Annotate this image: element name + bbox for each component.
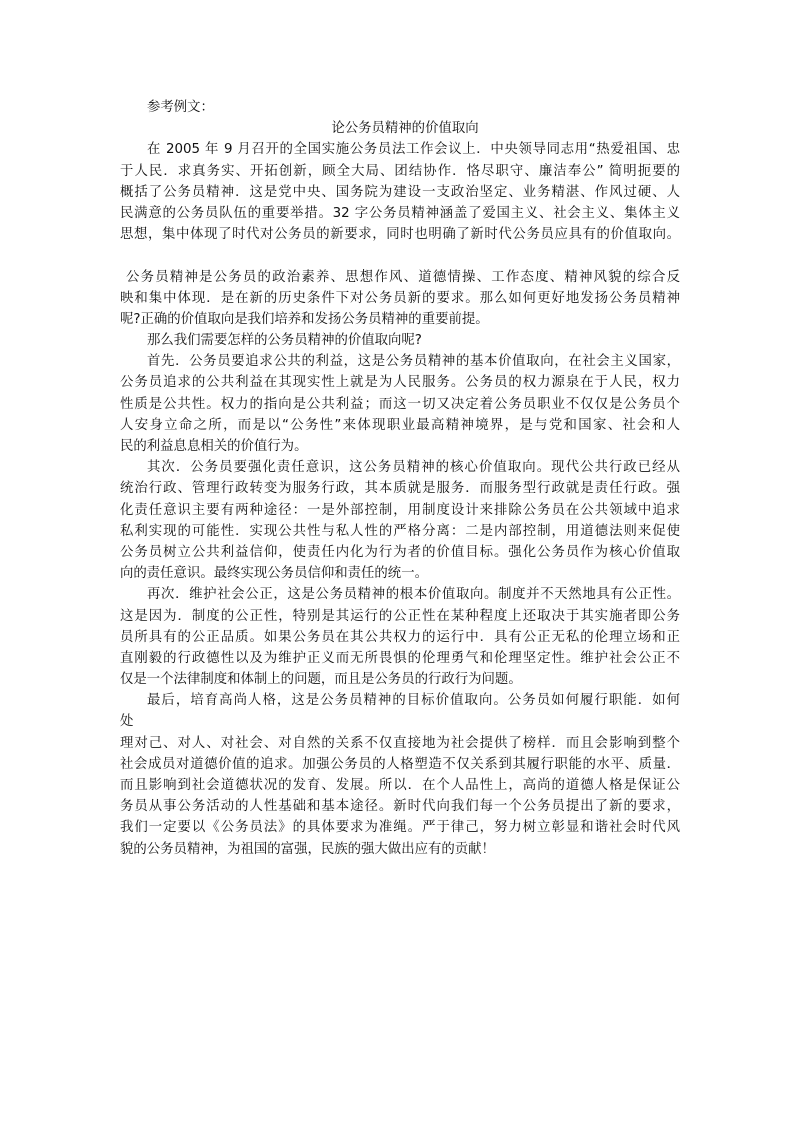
paragraph-line: 公务员追求的公共利益在其现实性上就是为人民服务。公务员的权力源泉在于人民，权力 (120, 375, 680, 391)
paragraph-line: 我们一定要以《公务员法》的具体要求为准绳。严于律己，努力树立彰显和谐社会时代风 (120, 820, 680, 836)
paragraph-line: 最后，培育高尚人格，这是公务员精神的目标价值取向。公务员如何履行职能．如何 (147, 693, 680, 709)
paragraph-line: 向的责任意识。最终实现公务员信仰和责任的统一。 (120, 566, 428, 582)
paragraph-line: 貌的公务员精神，为祖国的富强，民族的强大做出应有的贡献！ (120, 841, 495, 857)
document-body (120, 97, 680, 860)
paragraph-line: 在 2005 年 9 月召开的全国实施公务员法工作会议上．中央领导同志用“热爱祖国、忠 (147, 142, 680, 158)
paragraph-line: 这是因为．制度的公正性，特别是其运行的公正性在某种程度上还取决于其实施者即公务 (120, 608, 680, 624)
paragraph-4 (120, 457, 680, 584)
paragraph-line: 于人民．求真务实、开拓创新，顾全大局、团结协作．恪尽职守、廉洁奉公” 简明扼要的 (120, 163, 680, 179)
paragraph-line: 理对己、对人、对社会、对自然的关系不仅直接地为社会提供了榜样．而且会影响到整个 (120, 735, 680, 751)
paragraph-line: 性质是公共性。权力的指向是公共利益；而这一切又决定着公务员职业不仅仅是公务员个 (120, 396, 680, 412)
document-title: 论公务员精神的价值取向 (331, 121, 479, 137)
paragraph-line: 务员从事公务活动的人性基础和基本途径。新时代向我们每一个公务员提出了新的要求， (120, 799, 680, 815)
paragraph-line: 直刚毅的行政德性以及为维护正义而无所畏惧的伦理勇气和伦理坚定性。维护社会公正不 (120, 650, 680, 666)
paragraph-line: 处 (120, 714, 134, 730)
paragraph-1 (120, 139, 680, 245)
paragraph-line: 社会成员对道德价值的追求。加强公务员的人格塑造不仅关系到其履行职能的水平、质量． (120, 756, 680, 772)
paragraph-line: 而且影响到社会道德状况的发育、发展。所以．在个人品性上，高尚的道德人格是保证公 (120, 778, 680, 793)
paragraph-3 (120, 351, 680, 457)
paragraph-line: 概括了公务员精神．这是党中央、国务院为建设一支政治坚定、业务精湛、作风过硬、人 (120, 184, 680, 200)
paragraph-line: 民满意的公务员队伍的重要举措。32 字公务员精神涵盖了爱国主义、社会主义、集体主义 (120, 205, 680, 221)
paragraph-line: 公务员树立公共利益信仰，使责任内化为行为者的价值目标。强化公务员作为核心价值取 (120, 544, 680, 560)
question-line: 那么我们需要怎样的公务员精神的价值取向呢? (147, 333, 422, 349)
paragraph-line: 呢?正确的价值取向是我们培养和发扬公务员精神的重要前提。 (120, 311, 489, 327)
paragraph-line: 公务员精神是公务员的政治素养、思想作风、道德情操、工作态度、精神风貌的综合反 (126, 269, 680, 285)
paragraph-line: 思想，集中体现了时代对公务员的新要求，同时也明确了新时代公务员应具有的价值取向。 (120, 227, 680, 243)
paragraph-2 (120, 267, 680, 331)
paragraph-line: 统治行政、管理行政转变为服务行政，其本质就是服务．而服务型行政就是责任行政。强 (120, 481, 680, 497)
paragraph-line: 仅是一个法律制度和体制上的问题，而且是公务员的行政行为问题。 (120, 672, 522, 688)
paragraph-line: 化责任意识主要有两种途径：一是外部控制，用制度设计来排除公务员在公共领域中追求 (120, 502, 680, 518)
paragraph-line: 其次．公务员要强化责任意识，这公务员精神的核心价值取向。现代公共行政已经从 (147, 460, 680, 476)
paragraph-6 (120, 690, 680, 860)
paragraph-line: 私利实现的可能性．实现公共性与私人性的严格分离：二是内部控制，用道德法则来促使 (120, 523, 680, 539)
paragraph-5 (120, 584, 680, 690)
paragraph-line: 映和集中体现．是在新的历史条件下对公务员新的要求。那么如何更好地发扬公务员精神 (120, 290, 680, 306)
paragraph-line: 员所具有的公正品质。如果公务员在其公共权力的运行中．具有公正无私的伦理立场和正 (120, 629, 680, 645)
paragraph-line: 首先．公务员要追求公共的利益，这是公务员精神的基本价值取向，在社会主义国家， (147, 354, 680, 370)
paragraph-line: 人安身立命之所，而是以“公务性”来体现职业最高精神境界，是与党和国家、社会和人 (120, 417, 680, 433)
blank-line (120, 245, 680, 266)
paragraph-line: 民的利益息息相关的价值行为。 (120, 439, 308, 454)
reference-label: 参考例文： (147, 100, 214, 115)
paragraph-line: 再次．维护社会公正，这是公务员精神的根本价值取向。制度并不天然地具有公正性。 (147, 587, 680, 603)
